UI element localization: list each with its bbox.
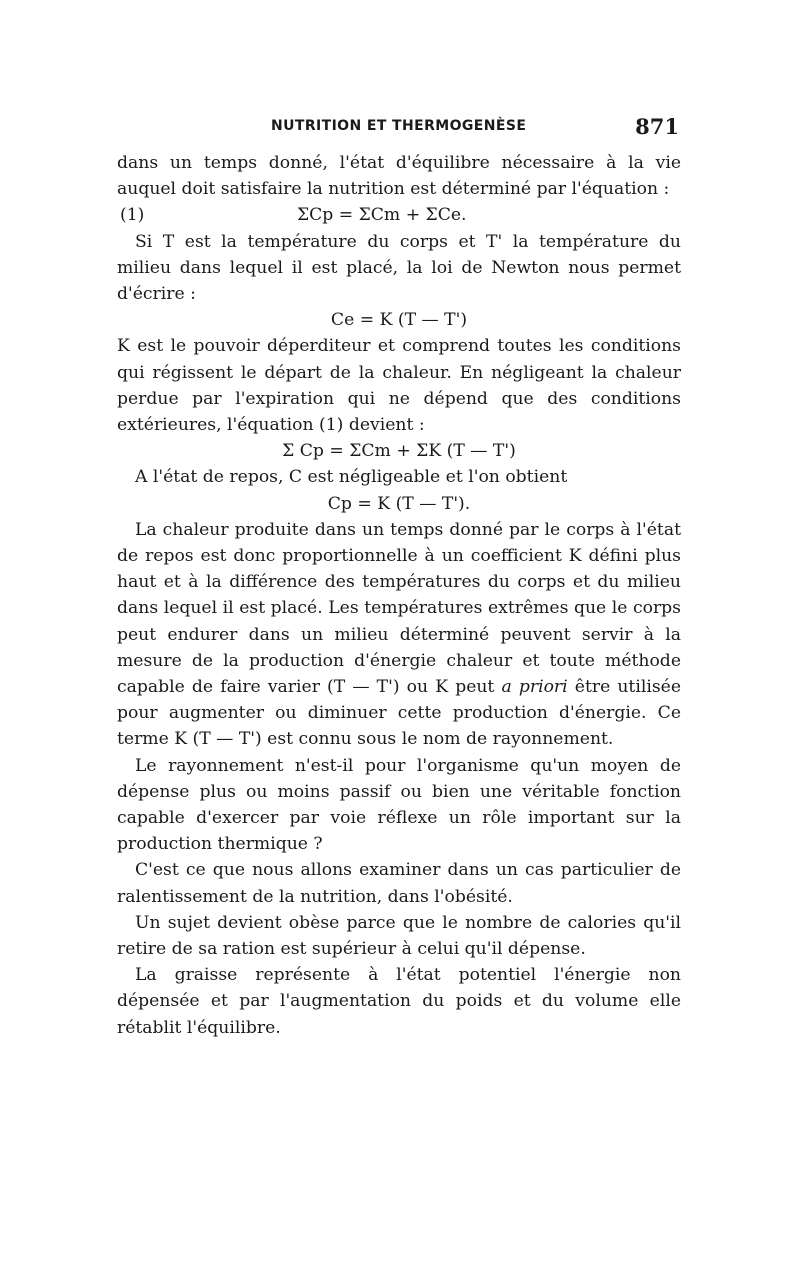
paragraph-5-part-a: La chaleur produite dans un temps donné par le corps à l'état de repos est donc proportionnelle à un coefficient K défini plus haut et à la différence des températures du corps et du milieu dans lequel il est placé. Les températures extrêmes que le corps peut endurer dans un milieu déterminé peuvent servir à la mesure de la production d'énergie chaleur et toute méthode capable de faire varier (T — T') ou K peut (117, 519, 681, 697)
paragraph-3: K est le pouvoir déperditeur et comprend toutes les conditions qui régissent le départ de la chaleur. En négligeant la chaleur perdue par l'expiration qui ne dépend que des conditions extérieures, l'équation (1) devient : (117, 336, 681, 435)
equation-number: (1) (120, 205, 145, 226)
page-number: 871 (635, 114, 679, 139)
equation-1 (117, 202, 681, 228)
paragraph-9: La graisse représente à l'état potentiel l'énergie non dépensée et par l'augmentation du poids et du volume elle rétablit l'équilibre. (117, 965, 681, 1038)
paragraph-5-emphasis: a priori (501, 677, 568, 697)
equation-4: Cp = K (T — T'). (327, 493, 471, 514)
page-header (117, 116, 681, 146)
paragraph-7: C'est ce que nous allons examiner dans un cas particulier de ralentissement de la nutrition, dans l'obésité. (117, 860, 681, 907)
paragraph-4: A l'état de repos, C est négligeable et l'on obtient (135, 467, 568, 488)
paragraph-6: Le rayonnement n'est-il pour l'organisme qu'un moyen de dépense plus ou moins passif ou bien une véritable fonction capable d'exercer par voie réflexe un rôle important sur la production thermique ? (117, 755, 681, 855)
paragraph-1: dans un temps donné, l'état d'équilibre nécessaire à la vie auquel doit satisfaire la nutrition est déterminé par l'équation : (117, 153, 681, 200)
paragraph-2: Si T est la température du corps et T' la température du milieu dans lequel il est placé, la loi de Newton nous permet d'écrire : (117, 231, 681, 304)
equation-3: Σ Cp = ΣCm + ΣK (T — T') (282, 441, 516, 462)
paragraph-5-part-b: être utilisée pour augmenter ou diminuer cette production d'énergie. Ce terme K (T — T') est connu sous le nom de rayonnement. (117, 677, 681, 750)
running-title: NUTRITION ET THERMOGENÈSE (271, 118, 527, 134)
equation-1-body: ΣCp = ΣCm + ΣCe. (297, 205, 467, 226)
equation-2: Ce = K (T — T') (330, 310, 468, 331)
paragraph-8: Un sujet devient obèse parce que le nombre de calories qu'il retire de sa ration est supérieur à celui qu'il dépense. (117, 912, 681, 960)
paragraph-5 (117, 517, 681, 753)
body-text (117, 150, 681, 1041)
